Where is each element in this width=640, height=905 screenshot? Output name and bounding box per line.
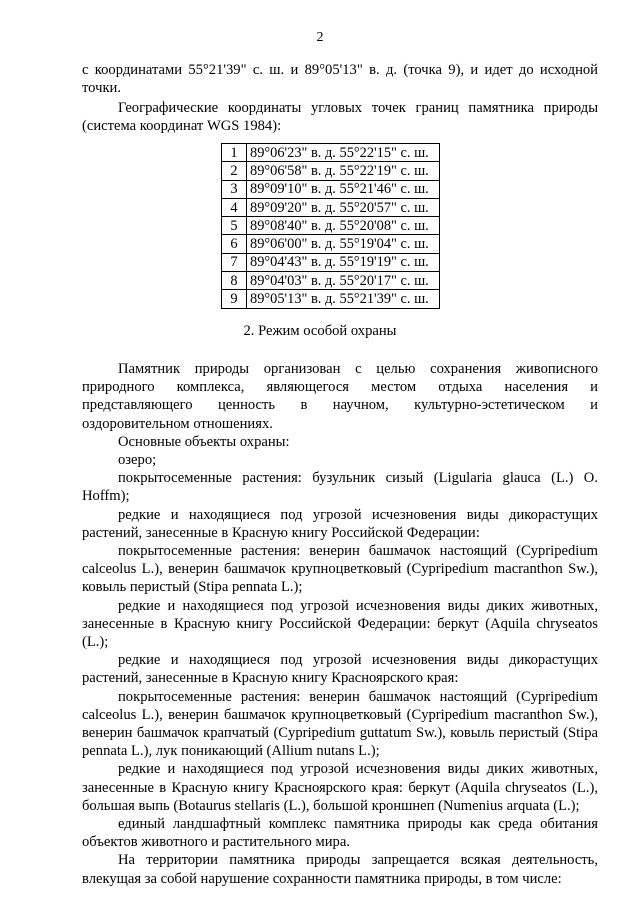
page-number: 2 xyxy=(316,30,324,45)
point-number: 7 xyxy=(222,253,247,271)
point-number: 6 xyxy=(222,235,247,253)
point-coordinates: 89°06'23" в. д. 55°22'15" с. ш. xyxy=(247,144,440,162)
point-number: 4 xyxy=(222,198,247,216)
point-number: 8 xyxy=(222,272,247,290)
paragraph: Основные объекты охраны: xyxy=(118,433,290,450)
paragraph: единый ландшафтный комплекс памятника природы как среда обитания объектов животного и растительного мира. xyxy=(82,816,598,851)
table-row xyxy=(222,162,440,180)
paragraph: покрытосеменные растения: венерин башмачок настоящий (Cypripedium calceolus L.), венерин башмачок крупноцветковый (Cypripedium macranthon Sw.), ковыль перистый (Stipa pennata L.); xyxy=(82,543,598,596)
table-row xyxy=(222,272,440,290)
point-coordinates: 89°04'03" в. д. 55°20'17" с. ш. xyxy=(247,272,440,290)
table-row xyxy=(222,290,440,308)
paragraph: редкие и находящиеся под угрозой исчезновения виды диких животных, занесенные в Красную книгу Красноярского края: беркут (Aquila chryseatos (L.), большая выпь (Botaurus stellaris (L.), большой кроншнеп (Numenius arquata (L.); xyxy=(82,761,598,814)
point-coordinates: 89°04'43" в. д. 55°19'19" с. ш. xyxy=(247,253,440,271)
coords-title-block xyxy=(82,99,598,135)
paragraph: покрытосеменные растения: бузульник сизый (Ligularia glauca (L.) O. Hoffm); xyxy=(82,470,598,505)
table-row xyxy=(222,144,440,162)
point-coordinates: 89°05'13" в. д. 55°21'39" с. ш. xyxy=(247,290,440,308)
point-number: 1 xyxy=(222,144,247,162)
paragraph: На территории памятника природы запрещается всякая деятельность, влекущая за собой нарушение сохранности памятника природы, в том числе: xyxy=(82,852,598,887)
intro-paragraph: с координатами 55°21'39" с. ш. и 89°05'13" в. д. (точка 9), и идет до исходной точки. xyxy=(82,62,598,97)
point-coordinates: 89°09'20" в. д. 55°20'57" с. ш. xyxy=(247,198,440,216)
table-row xyxy=(222,180,440,198)
point-coordinates: 89°08'40" в. д. 55°20'08" с. ш. xyxy=(247,217,440,235)
section-heading: 2. Режим особой охраны xyxy=(243,323,397,339)
paragraph: озеро; xyxy=(118,452,157,469)
point-number: 9 xyxy=(222,290,247,308)
point-number: 5 xyxy=(222,217,247,235)
table-row xyxy=(222,198,440,216)
table-row xyxy=(222,235,440,253)
paragraph: редкие и находящиеся под угрозой исчезновения виды дикорастущих растений, занесенные в Красную книгу Красноярского края: xyxy=(82,652,598,687)
paragraph: Памятник природы организован с целью сохранения живописного природного комплекса, являющегося местом отдыха населения и представляющего ценность в научном, культурно-эстетическом и оздоровительном отношениях. xyxy=(82,361,598,432)
paragraph: покрытосеменные растения: венерин башмачок настоящий (Cypripedium calceolus L.), венерин башмачок крупноцветковый (Cypripedium macranthon Sw.), венерин башмачок крапчатый (Cypripedium guttatum Sw.), ковыль перистый (Stipa pennata L.), лук поникающий (Allium nutans L.); xyxy=(82,688,598,760)
body-text xyxy=(82,360,598,888)
paragraph: редкие и находящиеся под угрозой исчезновения виды диких животных, занесенные в Красную книгу Российской Федерации: беркут (Aquila chryseatos (L.); xyxy=(82,597,598,651)
table-row xyxy=(222,253,440,271)
point-coordinates: 89°06'58" в. д. 55°22'19" с. ш. xyxy=(247,162,440,180)
point-coordinates: 89°06'00" в. д. 55°19'04" с. ш. xyxy=(247,235,440,253)
point-coordinates: 89°09'10" в. д. 55°21'46" с. ш. xyxy=(247,180,440,198)
point-number: 2 xyxy=(222,162,247,180)
coords-table xyxy=(221,143,440,309)
table-row xyxy=(222,217,440,235)
coords-title: Географические координаты угловых точек границ памятника природы (система координат WGS 1984): xyxy=(82,100,598,135)
paragraph: редкие и находящиеся под угрозой исчезновения виды дикорастущих растений, занесенные в Красную книгу Российской Федерации: xyxy=(82,506,598,541)
point-number: 3 xyxy=(222,180,247,198)
intro-text xyxy=(82,61,598,97)
